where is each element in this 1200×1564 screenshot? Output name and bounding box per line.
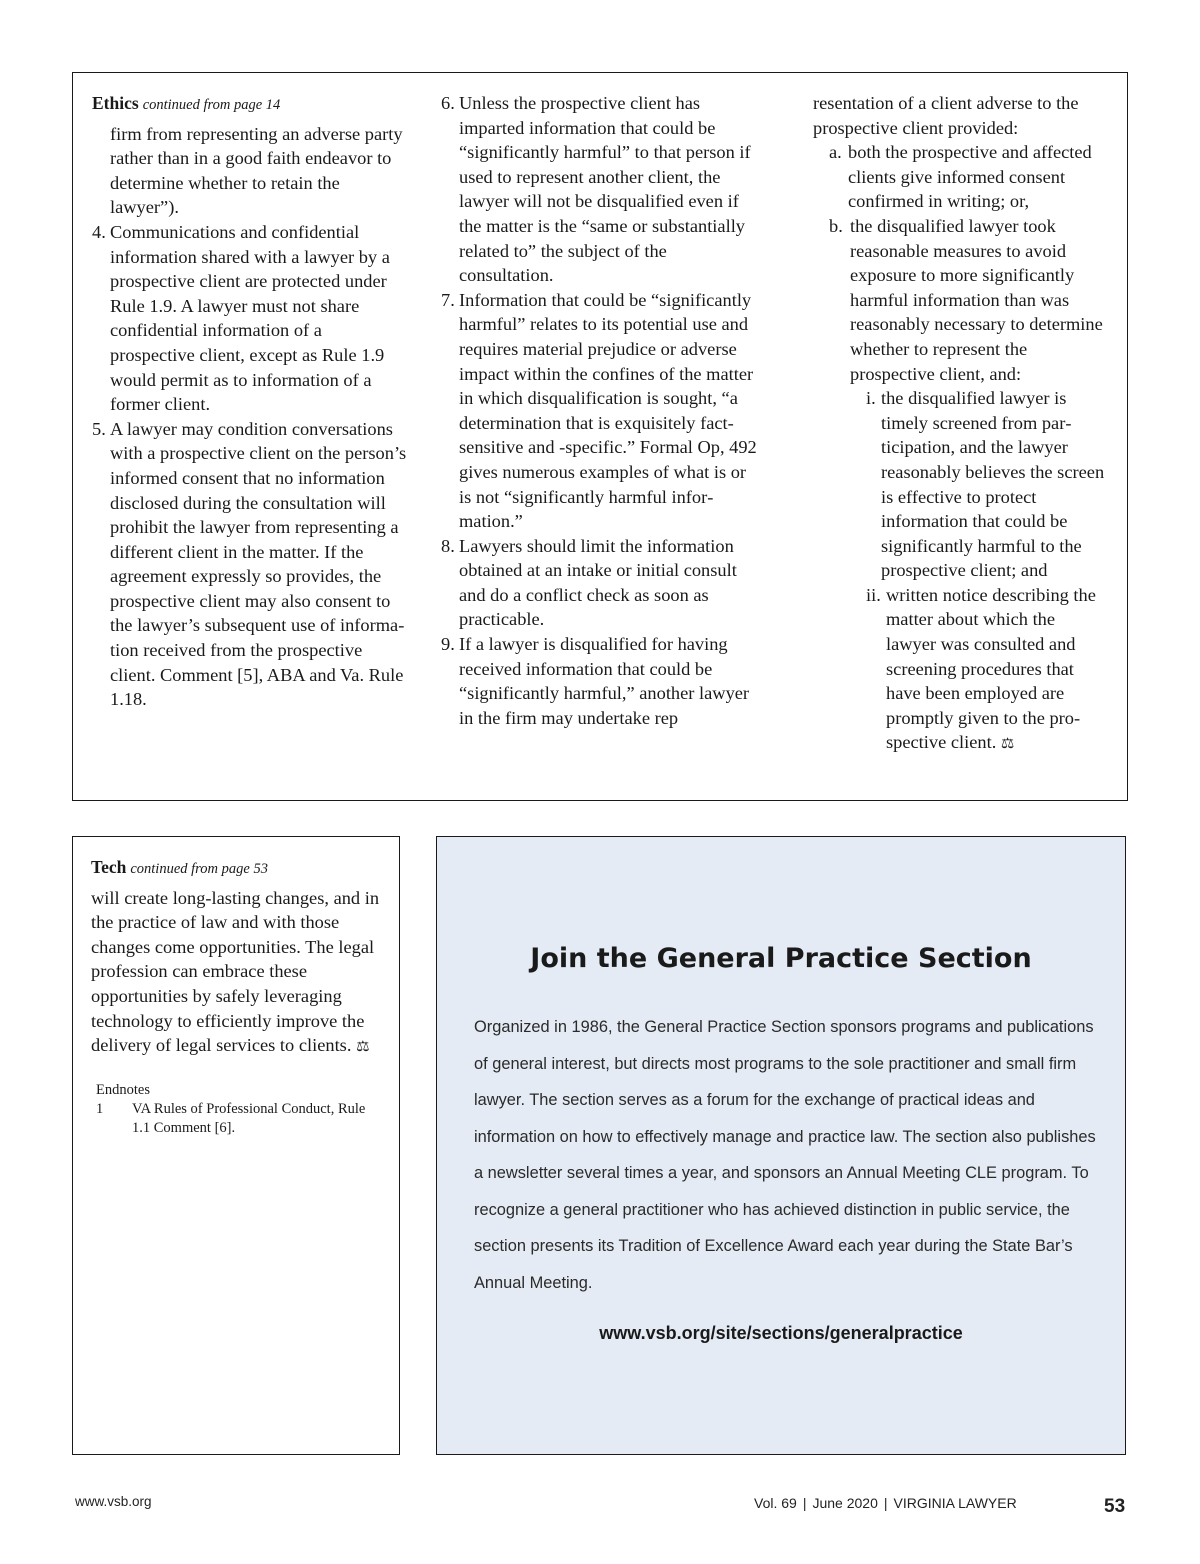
tech-heading-continued: continued from page 53 [130,861,268,877]
page-number: 53 [1104,1496,1126,1517]
ethics-column-1 [92,91,408,712]
subitem-label: b. [829,215,843,236]
item-number: 4. [92,221,106,242]
ethics-intro-paragraph: firm from representing an adverse party rather than in a good faith endeavor to determine whether to retain the lawyer”). [110,123,403,218]
ad-body: Organized in 1986, the General Practice Section sponsors programs and publications of general interest, but directs most programs to the sole practitioner and small firm lawyer. The section serves as a forum for the exchange of practical ideas and information on how to effectively manage and practice law. The section also publishes a newsletter several times a year, and sponsors an Annual Meeting CLE program. To recognize a general practitioner who has achieved distinction in public service, the section presents its Tradition of Excellence Award each year during the State Bar’s Annual Meeting. [474,1018,1096,1292]
endnote-number: 1 [96,1100,104,1117]
item-number: 7. [441,289,455,310]
item-number: 8. [441,535,455,556]
endnote-1 [96,1100,383,1138]
tech-continuation-box [72,836,400,1455]
scales-of-justice-icon: ⚖ [356,1037,370,1056]
subitem-label: ii. [866,584,881,605]
subitem-text: the disqualified lawyer took reasonable measures to avoid exposure to more significantly harmful information than was reasonably necessary to determine whether to represent the prospective client, and: [850,215,1103,384]
scales-of-justice-icon: ⚖ [1000,734,1015,753]
item-text: Communications and confidential information shared with a lawyer by a prospective client are protected under Rule 1.9. A lawyer must not share confidential information of a prospective client, except as Rule 1.9 would permit as to information of a former client. [110,221,390,415]
footer-date: June 2020 [812,1495,878,1511]
tech-body-paragraph [91,886,383,1059]
item-text: A lawyer may condition conversations with a prospective client on the person’s informed consent that no information disclosed during the consultation will prohibit the lawyer from representing a different client in the matter. If the agreement expressly so provides, the prospective client may also consent to the lawyer’s subsequent use of information received from the prospective client. Comment [5], ABA and Va. Rule 1.18. [110,418,407,710]
item-number: 6. [441,93,455,113]
ethics-heading-continued: continued from page 14 [142,97,281,113]
ethics-item-7 [441,288,759,534]
ethics-item-4 [92,220,408,417]
general-practice-section-ad [436,836,1126,1455]
footer-issue-info [754,1495,1017,1511]
footer-separator: | [883,1495,888,1511]
item-number: 9. [441,634,455,655]
tech-heading [91,855,383,882]
subitem-label: a. [829,142,842,163]
endnotes [91,1081,383,1138]
ethics-column-3 [813,91,1105,756]
ad-url-link[interactable]: www.vsb.org/site/sections/generalpractice [599,1323,963,1343]
endnotes-title: Endnotes [96,1081,150,1098]
endnote-text: VA Rules of Professional Conduct, Rule 1.1 Comment [6]. [132,1100,366,1136]
subitem-text: both the prospective and affected clients give informed consent confirmed in writing; or, [848,142,1092,212]
item-text: Unless the prospective client has imparted information that could be “significantly harmful” to that person if used to represent another client, the lawyer will not be disqualified even if the matter is the “same or substantially related to” the subject of the consultation. [459,93,751,286]
ethics-heading [92,91,408,118]
subitem-text: written notice describing the matter about which the lawyer was consulted and screening procedures that have been employed are promptly given to the prospective client. [886,584,1096,753]
ethics-item-9 [441,632,759,730]
tech-heading-title: Tech [91,857,127,877]
footer-separator: | [802,1495,807,1511]
ethics-subitem-i [813,386,1105,583]
ethics-item-5 [92,417,408,712]
item-text: If a lawyer is disqualified for having received information that could be “significantly harmful,” another lawyer in the firm may undertake rep [459,634,750,728]
ethics-subitem-b [813,214,1105,386]
ethics-item-9-continued: resentation of a client adverse to the prospective client provided: [813,93,1079,138]
subitem-label: i. [866,388,876,409]
tech-body-text: will create long-lasting changes, and in the practice of law and with those changes come opportunities. The legal profession can embrace these opportunities by safely leveraging technology to efficiently improve the delivery of legal services to clients. [91,887,380,1056]
ethics-heading-title: Ethics [92,93,139,113]
footer-publication: VIRGINIA LAWYER [893,1495,1017,1511]
ad-title: Join the General Practice Section [530,943,1032,974]
ethics-column-2 [441,91,759,730]
ethics-subitem-ii [813,583,1105,756]
footer-volume: Vol. 69 [754,1495,797,1511]
ethics-subitem-a [813,140,1105,214]
ethics-item-6 [441,91,759,288]
subitem-text: the disqualified lawyer is timely screened from participation, and the lawyer reasonably believes the screen is effective to protect information that could be significantly harmful to the prospective client; and [881,388,1105,581]
footer-site-url[interactable]: www.vsb.org [75,1494,152,1509]
item-text: Lawyers should limit the information obtained at an intake or initial consult and do a conflict check as soon as practicable. [459,535,737,630]
tech-column [91,855,383,1138]
item-number: 5. [92,418,106,439]
ethics-item-8 [441,534,759,632]
item-text: Information that could be “significantly harmful” relates to its potential use and requires material prejudice or adverse impact within the confines of the matter in which disqualification is sought, “a determination that is exquisitely fact-sensitive and -specific.” Formal Op, 492 gives numerous examples of what is or is not “significantly harmful information.” [459,289,757,532]
ethics-continuation-box [72,72,1128,801]
